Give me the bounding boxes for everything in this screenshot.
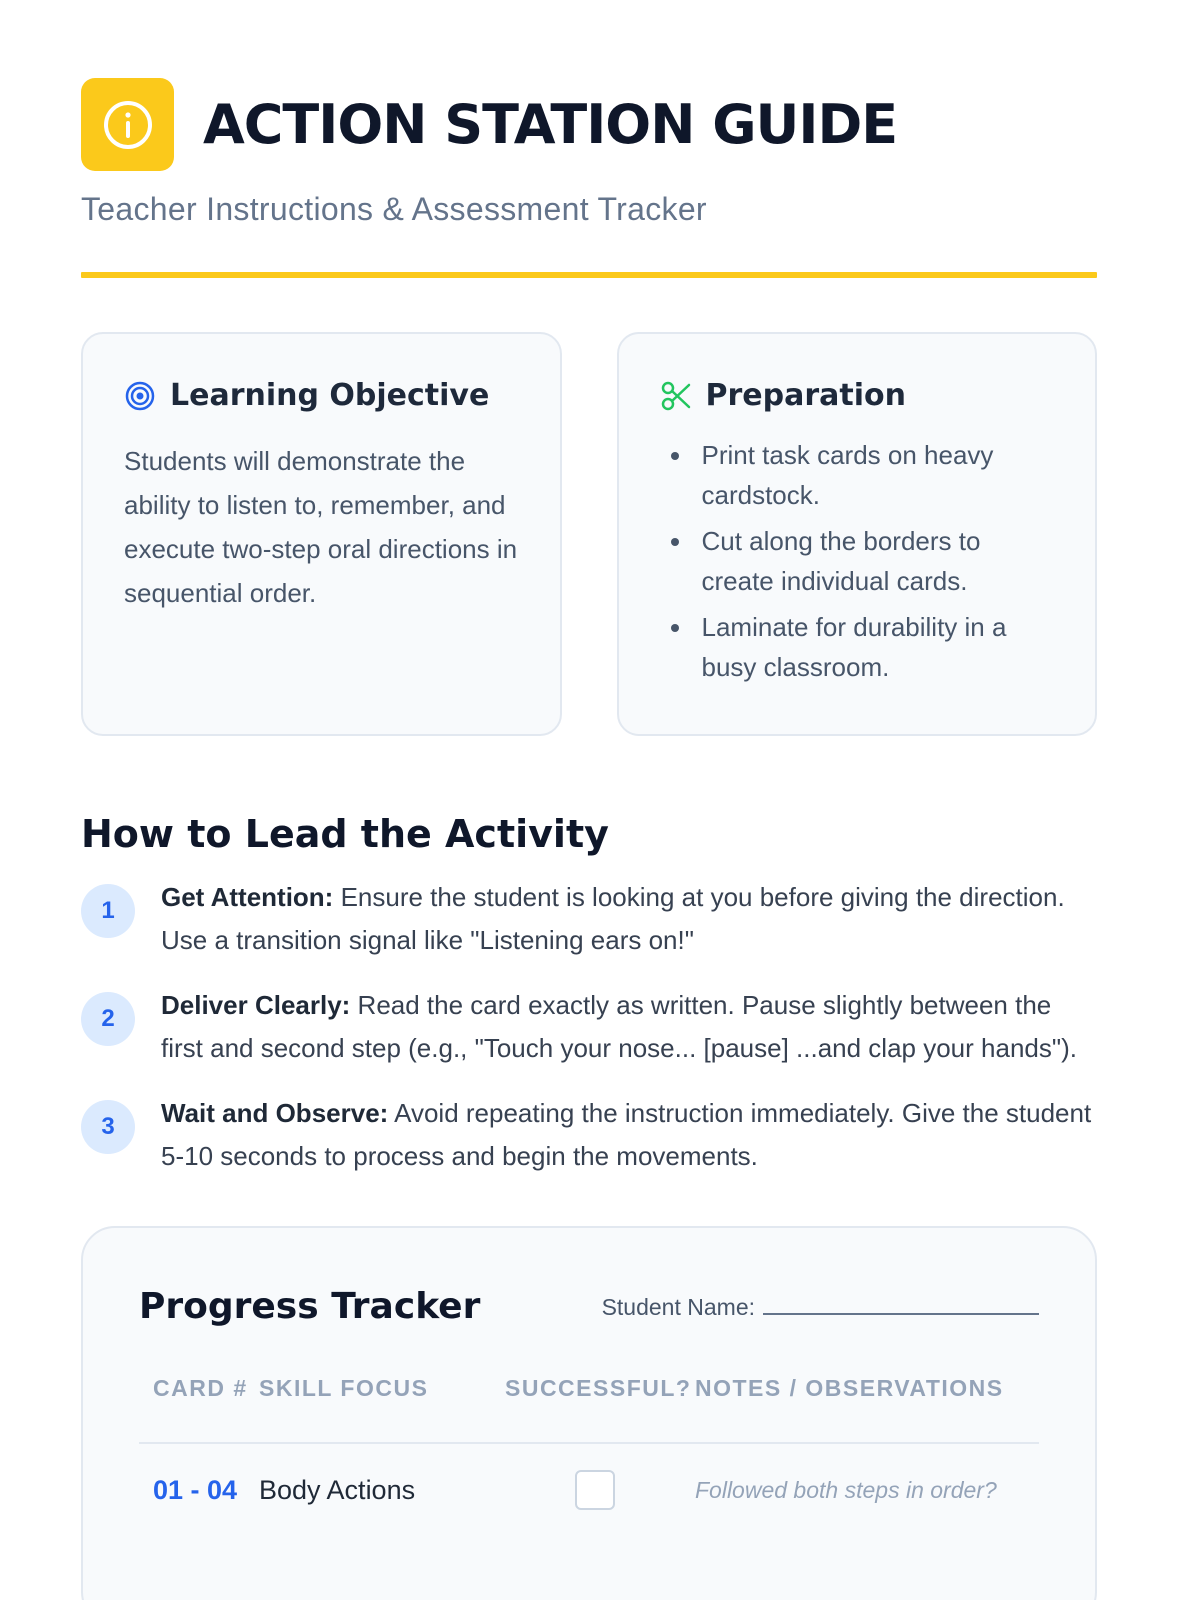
student-name-line[interactable] [763,1293,1039,1315]
preparation-list [660,435,1056,687]
step-description: Avoid repeating the instruction immediately. Give the student 5-10 seconds to process and begin the movements. [161,1098,1092,1171]
step-text [161,1092,1097,1178]
step-number: 2 [81,992,135,1046]
tracker-title: Progress Tracker [139,1286,481,1327]
step-description: Read the card exactly as written. Pause slightly between the first and second step (e.g., "Touch your nose... [pause] ...and clap your hands"). [161,990,1077,1063]
student-name-field[interactable] [602,1293,1039,1321]
header [81,78,1097,171]
step-description: Ensure the student is looking at you before giving the direction. Use a transition signal like "Listening ears on!" [161,882,1065,955]
step-text [161,984,1097,1070]
notes-text: Followed both steps in order? [695,1476,997,1503]
list-item: • Cut along the borders to create individual cards. [694,521,1056,601]
step-item [81,1092,1097,1178]
successful-cell [505,1470,695,1510]
logo-badge [81,78,174,171]
list-item: • Print task cards on heavy cardstock. [694,435,1056,515]
table-row [139,1444,1039,1510]
step-heading: Deliver Clearly: [161,990,351,1020]
card-header [660,378,1056,413]
step-item [81,876,1097,962]
list-item: • Laminate for durability in a busy classroom. [694,607,1056,687]
step-number: 3 [81,1100,135,1154]
tracker-header [139,1286,1039,1327]
info-icon [102,99,154,151]
info-cards [81,332,1097,736]
progress-tracker [81,1226,1097,1600]
card-number: 01 - 04 [153,1474,238,1505]
card-title: Learning Objective [170,378,490,413]
target-icon [124,380,156,412]
section-title: How to Lead the Activity [81,812,609,856]
preparation-card [617,332,1098,736]
column-header-successful: SUCCESSFUL? [505,1375,692,1401]
page-subtitle: Teacher Instructions & Assessment Tracker [81,191,707,227]
step-heading: Get Attention: [161,882,334,912]
card-header [124,378,520,413]
skill-focus: Body Actions [259,1474,416,1505]
step-item [81,984,1097,1070]
learning-objective-card [81,332,562,736]
step-text [161,876,1097,962]
steps-list [81,876,1097,1178]
column-header-skill: SKILL FOCUS [259,1375,429,1401]
step-number: 1 [81,884,135,938]
header-divider [81,272,1097,278]
step-heading: Wait and Observe: [161,1098,389,1128]
column-header-card: CARD # [153,1375,248,1401]
page-title: ACTION STATION GUIDE [203,92,898,156]
scissors-icon [660,380,692,412]
student-name-label: Student Name: [601,1293,755,1320]
objective-text: Students will demonstrate the ability to listen to, remember, and execute two-step oral directions in sequential order. [124,446,518,608]
card-title: Preparation [705,378,906,413]
successful-checkbox[interactable] [575,1470,615,1510]
column-header-notes: NOTES / OBSERVATIONS [695,1375,1004,1401]
tracker-column-headers [139,1375,1039,1444]
